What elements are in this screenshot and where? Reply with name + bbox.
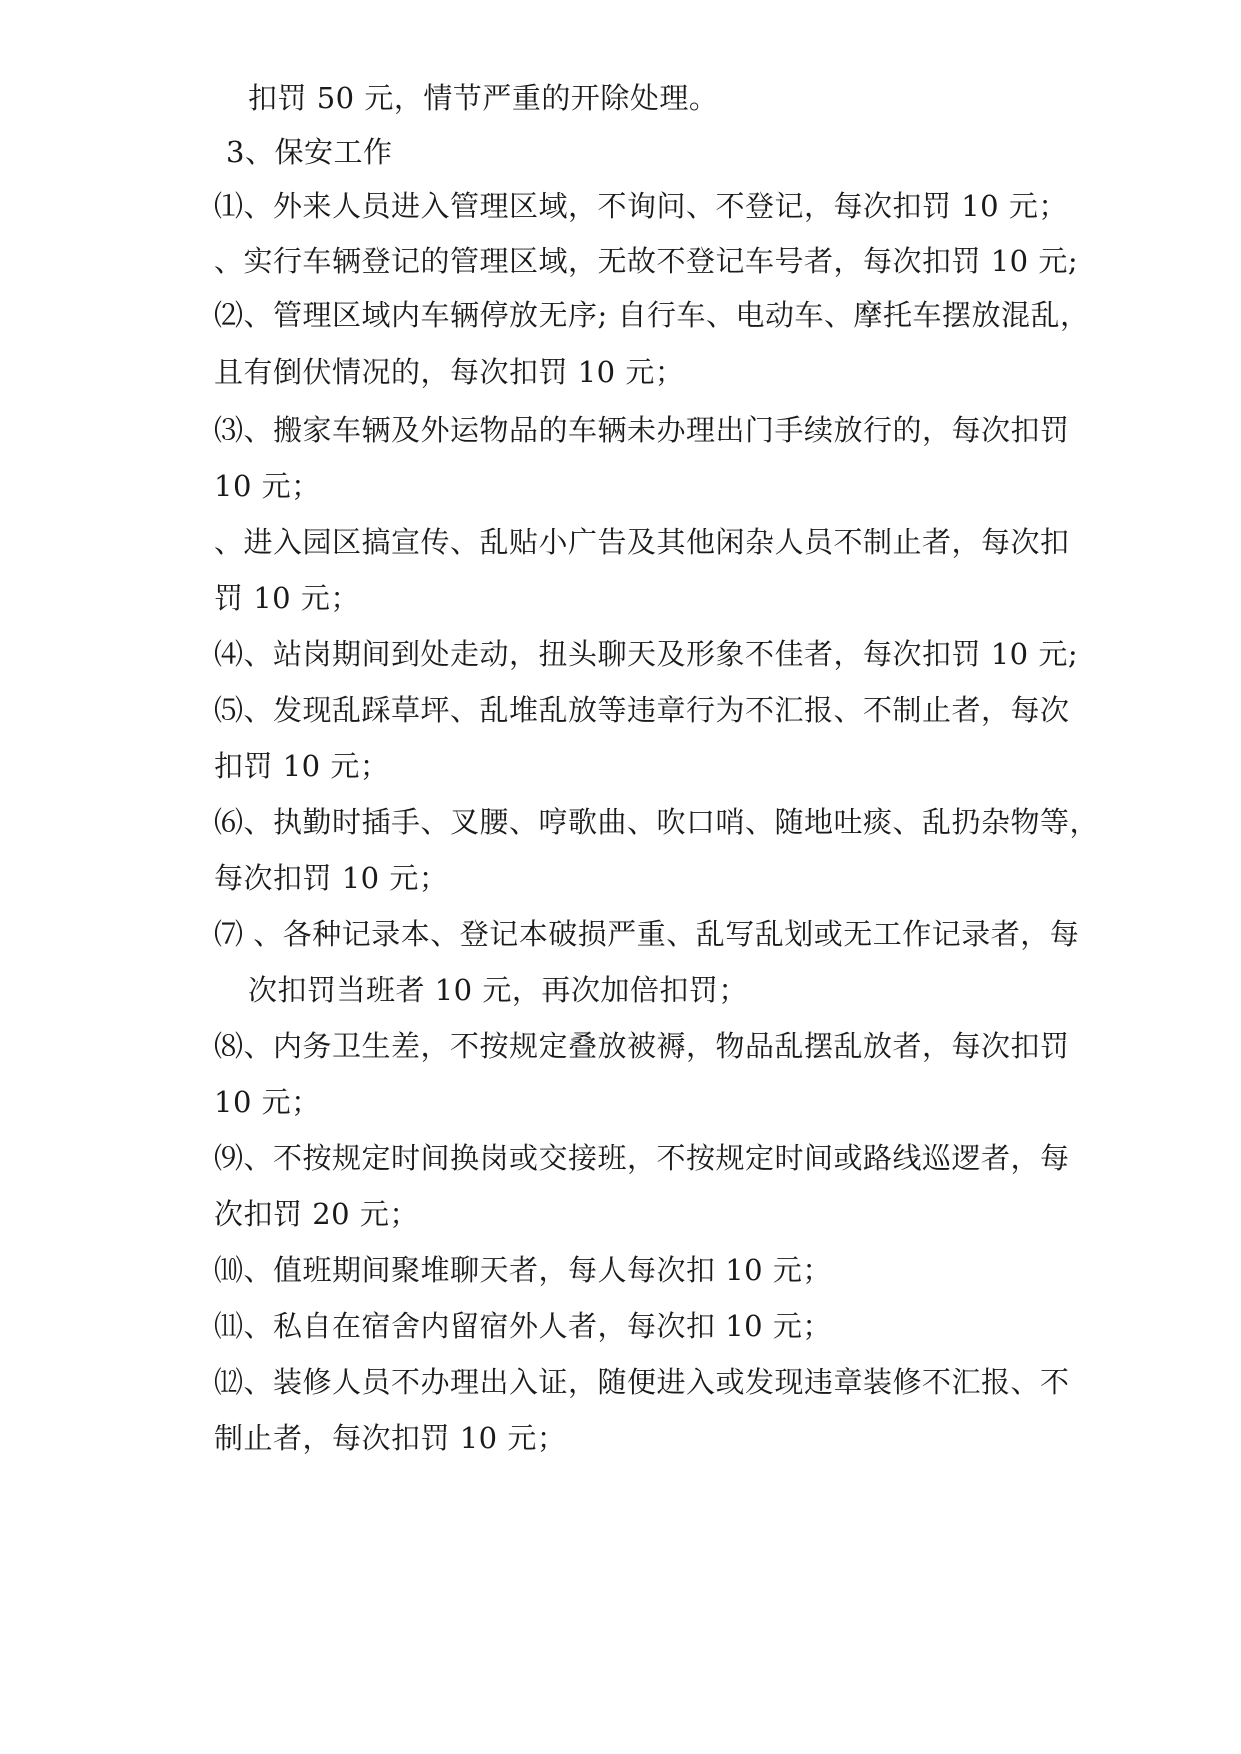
text-line-19: 10 元； — [214, 1085, 321, 1119]
text-line-17: 次扣罚当班者 10 元，再次加倍扣罚； — [248, 973, 748, 1007]
section-heading: 3、保安工作 — [226, 135, 393, 169]
text-line-20: ⑼、不按规定时间换岗或交接班，不按规定时间或路线巡逻者，每 — [214, 1141, 1070, 1175]
text-line-4: 、实行车辆登记的管理区域，无故不登记车号者，每次扣罚 10 元; — [214, 244, 1079, 278]
text-line-11: ⑷、站岗期间到处走动，扭头聊天及形象不佳者，每次扣罚 10 元; — [214, 637, 1079, 671]
text-line-9: 、进入园区搞宣传、乱贴小广告及其他闲杂人员不制止者，每次扣 — [214, 525, 1070, 559]
text-line-6: 且有倒伏情况的，每次扣罚 10 元； — [214, 355, 685, 389]
text-line-13: 扣罚 10 元； — [214, 749, 390, 783]
text-line-25: 制止者，每次扣罚 10 元； — [214, 1421, 567, 1455]
text-line-24: ⑿、装修人员不办理出入证，随便进入或发现违章装修不汇报、不 — [214, 1365, 1070, 1399]
text-line-12: ⑸、发现乱踩草坪、乱堆乱放等违章行为不汇报、不制止者，每次 — [214, 693, 1070, 727]
text-line-16: ⑺ 、各种记录本、登记本破损严重、乱写乱划或无工作记录者，每 — [214, 917, 1080, 951]
text-line-14: ⑹、执勤时插手、叉腰、哼歌曲、吹口哨、随地吐痰、乱扔杂物等， — [214, 805, 1100, 839]
text-line-23: ⑾、私自在宿舍内留宿外人者，每次扣 10 元； — [214, 1309, 832, 1343]
text-line-7: ⑶、搬家车辆及外运物品的车辆未办理出门手续放行的，每次扣罚 — [214, 413, 1070, 447]
text-line-10: 罚 10 元； — [214, 581, 360, 615]
text-line-1: 扣罚 50 元，情节严重的开除处理。 — [248, 81, 719, 115]
text-line-18: ⑻、内务卫生差，不按规定叠放被褥，物品乱摆乱放者，每次扣罚 — [214, 1029, 1070, 1063]
text-line-22: ⑽、值班期间聚堆聊天者，每人每次扣 10 元； — [214, 1253, 832, 1287]
text-line-15: 每次扣罚 10 元； — [214, 861, 449, 895]
text-line-3: ⑴、外来人员进入管理区域，不询问、不登记，每次扣罚 10 元； — [214, 189, 1068, 223]
text-line-8: 10 元； — [214, 469, 321, 503]
text-line-21: 次扣罚 20 元； — [214, 1197, 419, 1231]
text-line-5: ⑵、管理区域内车辆停放无序; 自行车、电动车、摩托车摆放混乱， — [214, 298, 1090, 332]
